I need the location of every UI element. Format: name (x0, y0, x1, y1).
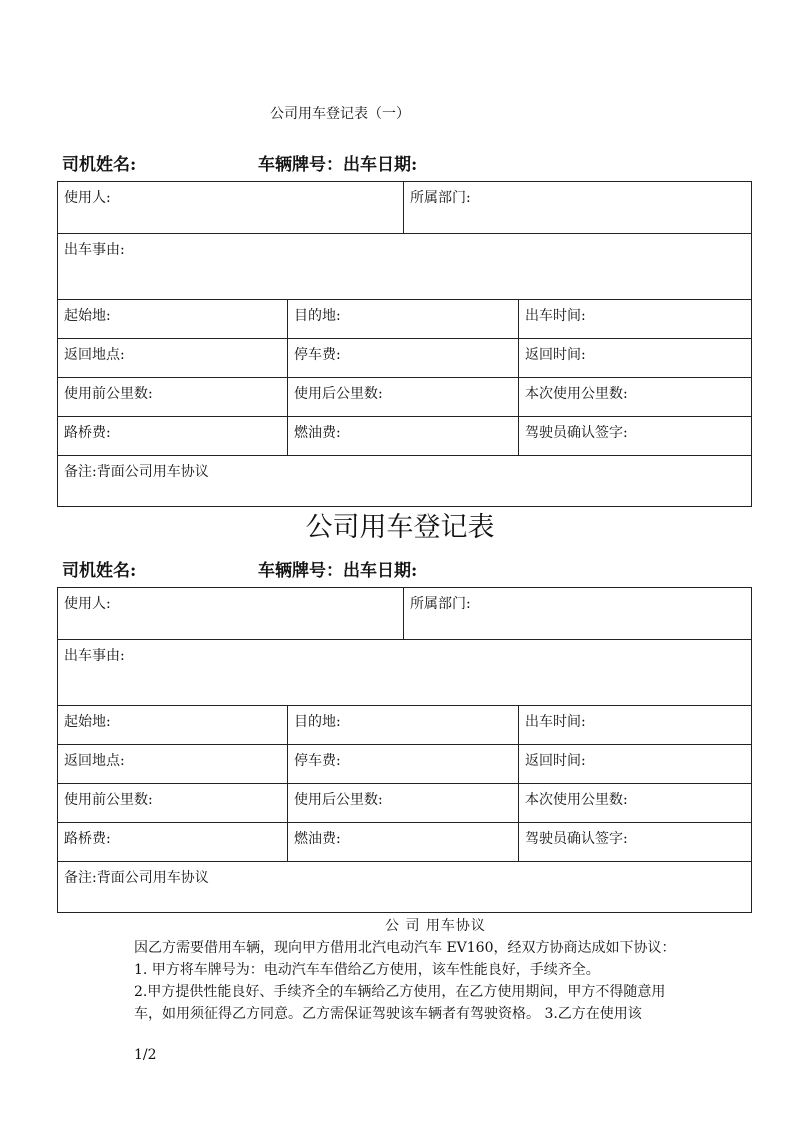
mileage-after-cell[interactable] (288, 784, 519, 823)
destination-cell[interactable] (288, 300, 519, 339)
fuel-fee-cell[interactable] (288, 823, 519, 862)
return-place-label: 返回地点: (64, 753, 125, 769)
reason-cell[interactable] (58, 234, 752, 300)
mileage-this-label: 本次使用公里数: (525, 792, 628, 808)
origin-label: 起始地: (64, 714, 111, 730)
department-label: 所属部门: (410, 596, 471, 612)
mileage-after-cell[interactable] (288, 378, 519, 417)
parking-fee-cell[interactable] (288, 745, 519, 784)
form-title-large: 公司用车登记表 (305, 512, 495, 543)
plate-date-label-2: 车辆牌号：出车日期: (258, 561, 418, 581)
agreement-title: 公 司 用车协议 (385, 918, 486, 934)
reason-cell[interactable] (58, 640, 752, 706)
return-time-cell[interactable] (519, 339, 752, 378)
plate-date-label: 车辆牌号：出车日期: (258, 155, 418, 175)
destination-label: 目的地: (294, 714, 341, 730)
driver-sign-cell[interactable] (519, 417, 752, 456)
mileage-this-cell[interactable] (519, 378, 752, 417)
depart-time-label: 出车时间: (525, 308, 586, 324)
parking-fee-label: 停车费: (294, 347, 341, 363)
department-cell[interactable] (404, 588, 752, 640)
return-time-label: 返回时间: (525, 753, 586, 769)
origin-label: 起始地: (64, 308, 111, 324)
mileage-after-label: 使用后公里数: (294, 792, 383, 808)
return-time-cell[interactable] (519, 745, 752, 784)
note-label: 备注:背面公司用车协议 (64, 464, 209, 480)
driver-sign-label: 驾驶员确认签字: (525, 425, 628, 441)
mileage-this-label: 本次使用公里数: (525, 386, 628, 402)
mileage-after-label: 使用后公里数: (294, 386, 383, 402)
department-label: 所属部门: (410, 190, 471, 206)
origin-cell[interactable] (58, 300, 288, 339)
agreement-line-3: 2.甲方提供性能良好、手续齐全的车辆给乙方使用，在乙方使用期间，甲方不得随意用 (134, 984, 666, 1000)
agreement-line-1: 因乙方需要借用车辆，现向甲方借用北汽电动汽车 EV160，经双方协商达成如下协议： (134, 940, 676, 956)
registration-table-1 (57, 181, 752, 507)
toll-fee-label: 路桥费: (64, 425, 111, 441)
agreement-line-2: 1. 甲方将车牌号为：电动汽车车借给乙方使用，该车性能良好，手续齐全。 (134, 962, 600, 978)
agreement-line-4: 车，如用须征得乙方同意。乙方需保证驾驶该车辆者有驾驶资格。 3.乙方在使用该 (134, 1006, 642, 1022)
depart-time-cell[interactable] (519, 706, 752, 745)
destination-cell[interactable] (288, 706, 519, 745)
user-label: 使用人: (64, 596, 111, 612)
parking-fee-cell[interactable] (288, 339, 519, 378)
destination-label: 目的地: (294, 308, 341, 324)
fuel-fee-label: 燃油费: (294, 831, 341, 847)
note-label: 备注:背面公司用车协议 (64, 870, 209, 886)
driver-name-label-2: 司机姓名: (62, 561, 137, 581)
mileage-before-cell[interactable] (58, 784, 288, 823)
mileage-before-label: 使用前公里数: (64, 792, 153, 808)
toll-fee-cell[interactable] (58, 823, 288, 862)
toll-fee-cell[interactable] (58, 417, 288, 456)
fuel-fee-cell[interactable] (288, 417, 519, 456)
mileage-before-cell[interactable] (58, 378, 288, 417)
depart-time-cell[interactable] (519, 300, 752, 339)
reason-label: 出车事由: (64, 648, 125, 664)
driver-sign-cell[interactable] (519, 823, 752, 862)
parking-fee-label: 停车费: (294, 753, 341, 769)
return-place-cell[interactable] (58, 339, 288, 378)
user-cell[interactable] (58, 588, 404, 640)
return-place-label: 返回地点: (64, 347, 125, 363)
fuel-fee-label: 燃油费: (294, 425, 341, 441)
user-cell[interactable] (58, 182, 404, 234)
toll-fee-label: 路桥费: (64, 831, 111, 847)
mileage-before-label: 使用前公里数: (64, 386, 153, 402)
reason-label: 出车事由: (64, 242, 125, 258)
driver-sign-label: 驾驶员确认签字: (525, 831, 628, 847)
depart-time-label: 出车时间: (525, 714, 586, 730)
driver-name-label: 司机姓名: (62, 155, 137, 175)
page-number: 1/2 (134, 1047, 157, 1063)
note-cell[interactable] (58, 456, 752, 507)
department-cell[interactable] (404, 182, 752, 234)
form-title-small: 公司用车登记表（一） (270, 106, 410, 122)
origin-cell[interactable] (58, 706, 288, 745)
return-time-label: 返回时间: (525, 347, 586, 363)
user-label: 使用人: (64, 190, 111, 206)
return-place-cell[interactable] (58, 745, 288, 784)
mileage-this-cell[interactable] (519, 784, 752, 823)
registration-table-2 (57, 587, 752, 913)
note-cell[interactable] (58, 862, 752, 913)
